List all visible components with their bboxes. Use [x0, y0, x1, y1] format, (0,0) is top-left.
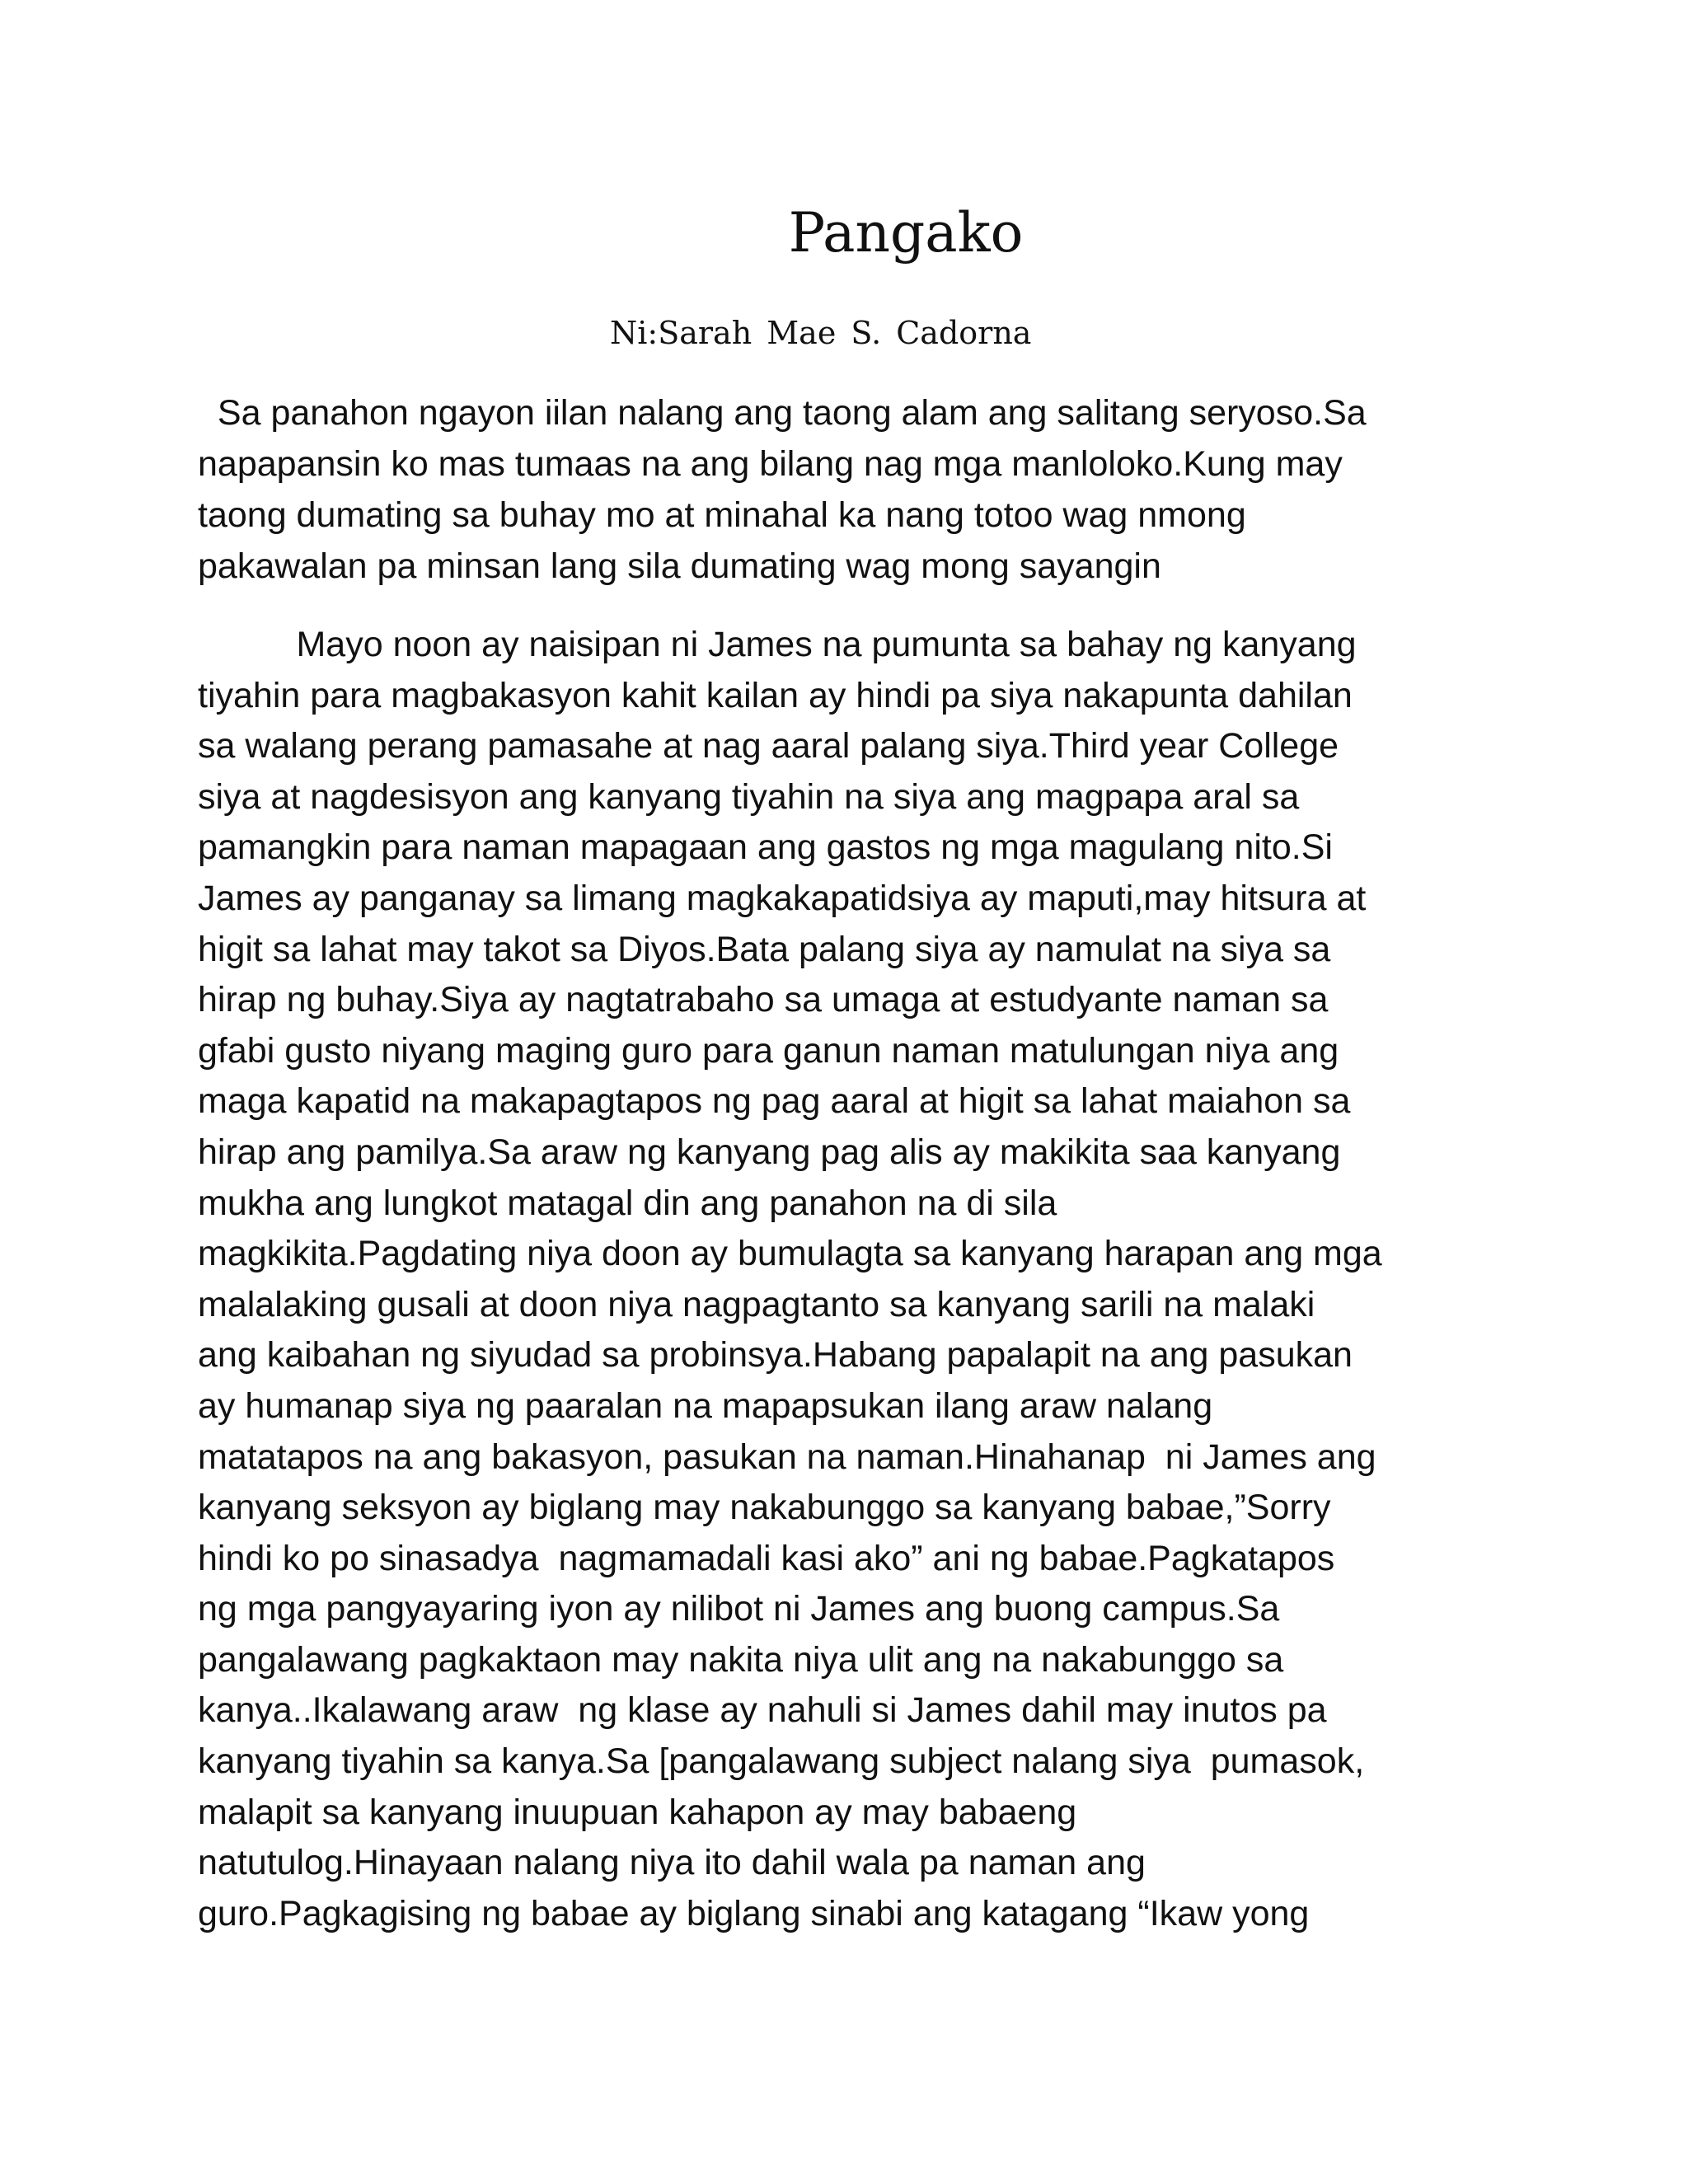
paragraph-story: Mayo noon ay naisipan ni James na pumunta sa bahay ng kanyang tiyahin para magbakasyon kahit kailan ay hindi pa siya nakapunta dahilan sa walang perang pamasahe at nag aaral palang siya.Third year College siya at nagdesisyon ang kanyang tiyahin na siya ang magpapa aral sa pamangkin para naman mapagaan ang gastos ng mga magulang nito.Si James ay panganay sa limang magkakapatidsiya ay maputi,may hitsura at higit sa lahat may takot sa Diyos.Bata palang siya ay namulat na siya sa hirap ng buhay.Siya ay nagtatrabaho sa umaga at estudyante naman sa gfabi gusto niyang maging guro para ganun naman matulungan niya ang maga kapatid na makapagtapos ng pag aaral at higit sa lahat maiahon sa hirap ang pamilya.Sa araw ng kanyang pag alis ay makikita saa kanyang mukha ang lungkot matagal din ang panahon na di sila magkikita.Pagdating niya doon ay bumulagta sa kanyang harapan ang mga malalaking gusali at doon niya nagpagtanto sa kanyang sarili na malaki ang kaibahan ng siyudad sa probinsya.Habang papalapit na ang pasukan ay humanap siya ng paaralan na mapapsukan ilang araw nalang matatapos na ang bakasyon, pasukan na naman.Hinahanap ni James ang kanyang seksyon ay biglang may nakabunggo sa kanyang babae,”Sorry hindi ko po sinasadya nagmamadali kasi ako” ani ng babae.Pagkatapos ng mga pangyayaring iyon ay nilibot ni James ang buong campus.Sa pangalawang pagkaktaon may nakita niya ulit ang na nakabunggo sa kanya..Ikalawang araw ng klase ay nahuli si James dahil may inutos pa kanyang tiyahin sa kanya.Sa [pangalawang subject nalang siya pumasok, malapit sa kanyang inuupuan kahapon ay may babaeng natutulog.Hinayaan nalang niya ito dahil wala pa naman ang guro.Pagkagising ng babae ay biglang sinabi ang katagang “Ikaw yong	[198, 625, 1382, 1933]
document-author: Ni:Sarah Mae S. Cadorna	[610, 315, 1032, 351]
paragraph-intro: Sa panahon ngayon iilan nalang ang taong alam ang salitang seryoso.Sa napapansin ko mas tumaas na ang bilang nag mga manloloko.Kung may taong dumating sa buhay mo at minahal ka nang totoo wag nmong pakawalan pa minsan lang sila dumating wag mong sayangin	[198, 393, 1367, 586]
document-title: Pangako	[788, 201, 1024, 265]
